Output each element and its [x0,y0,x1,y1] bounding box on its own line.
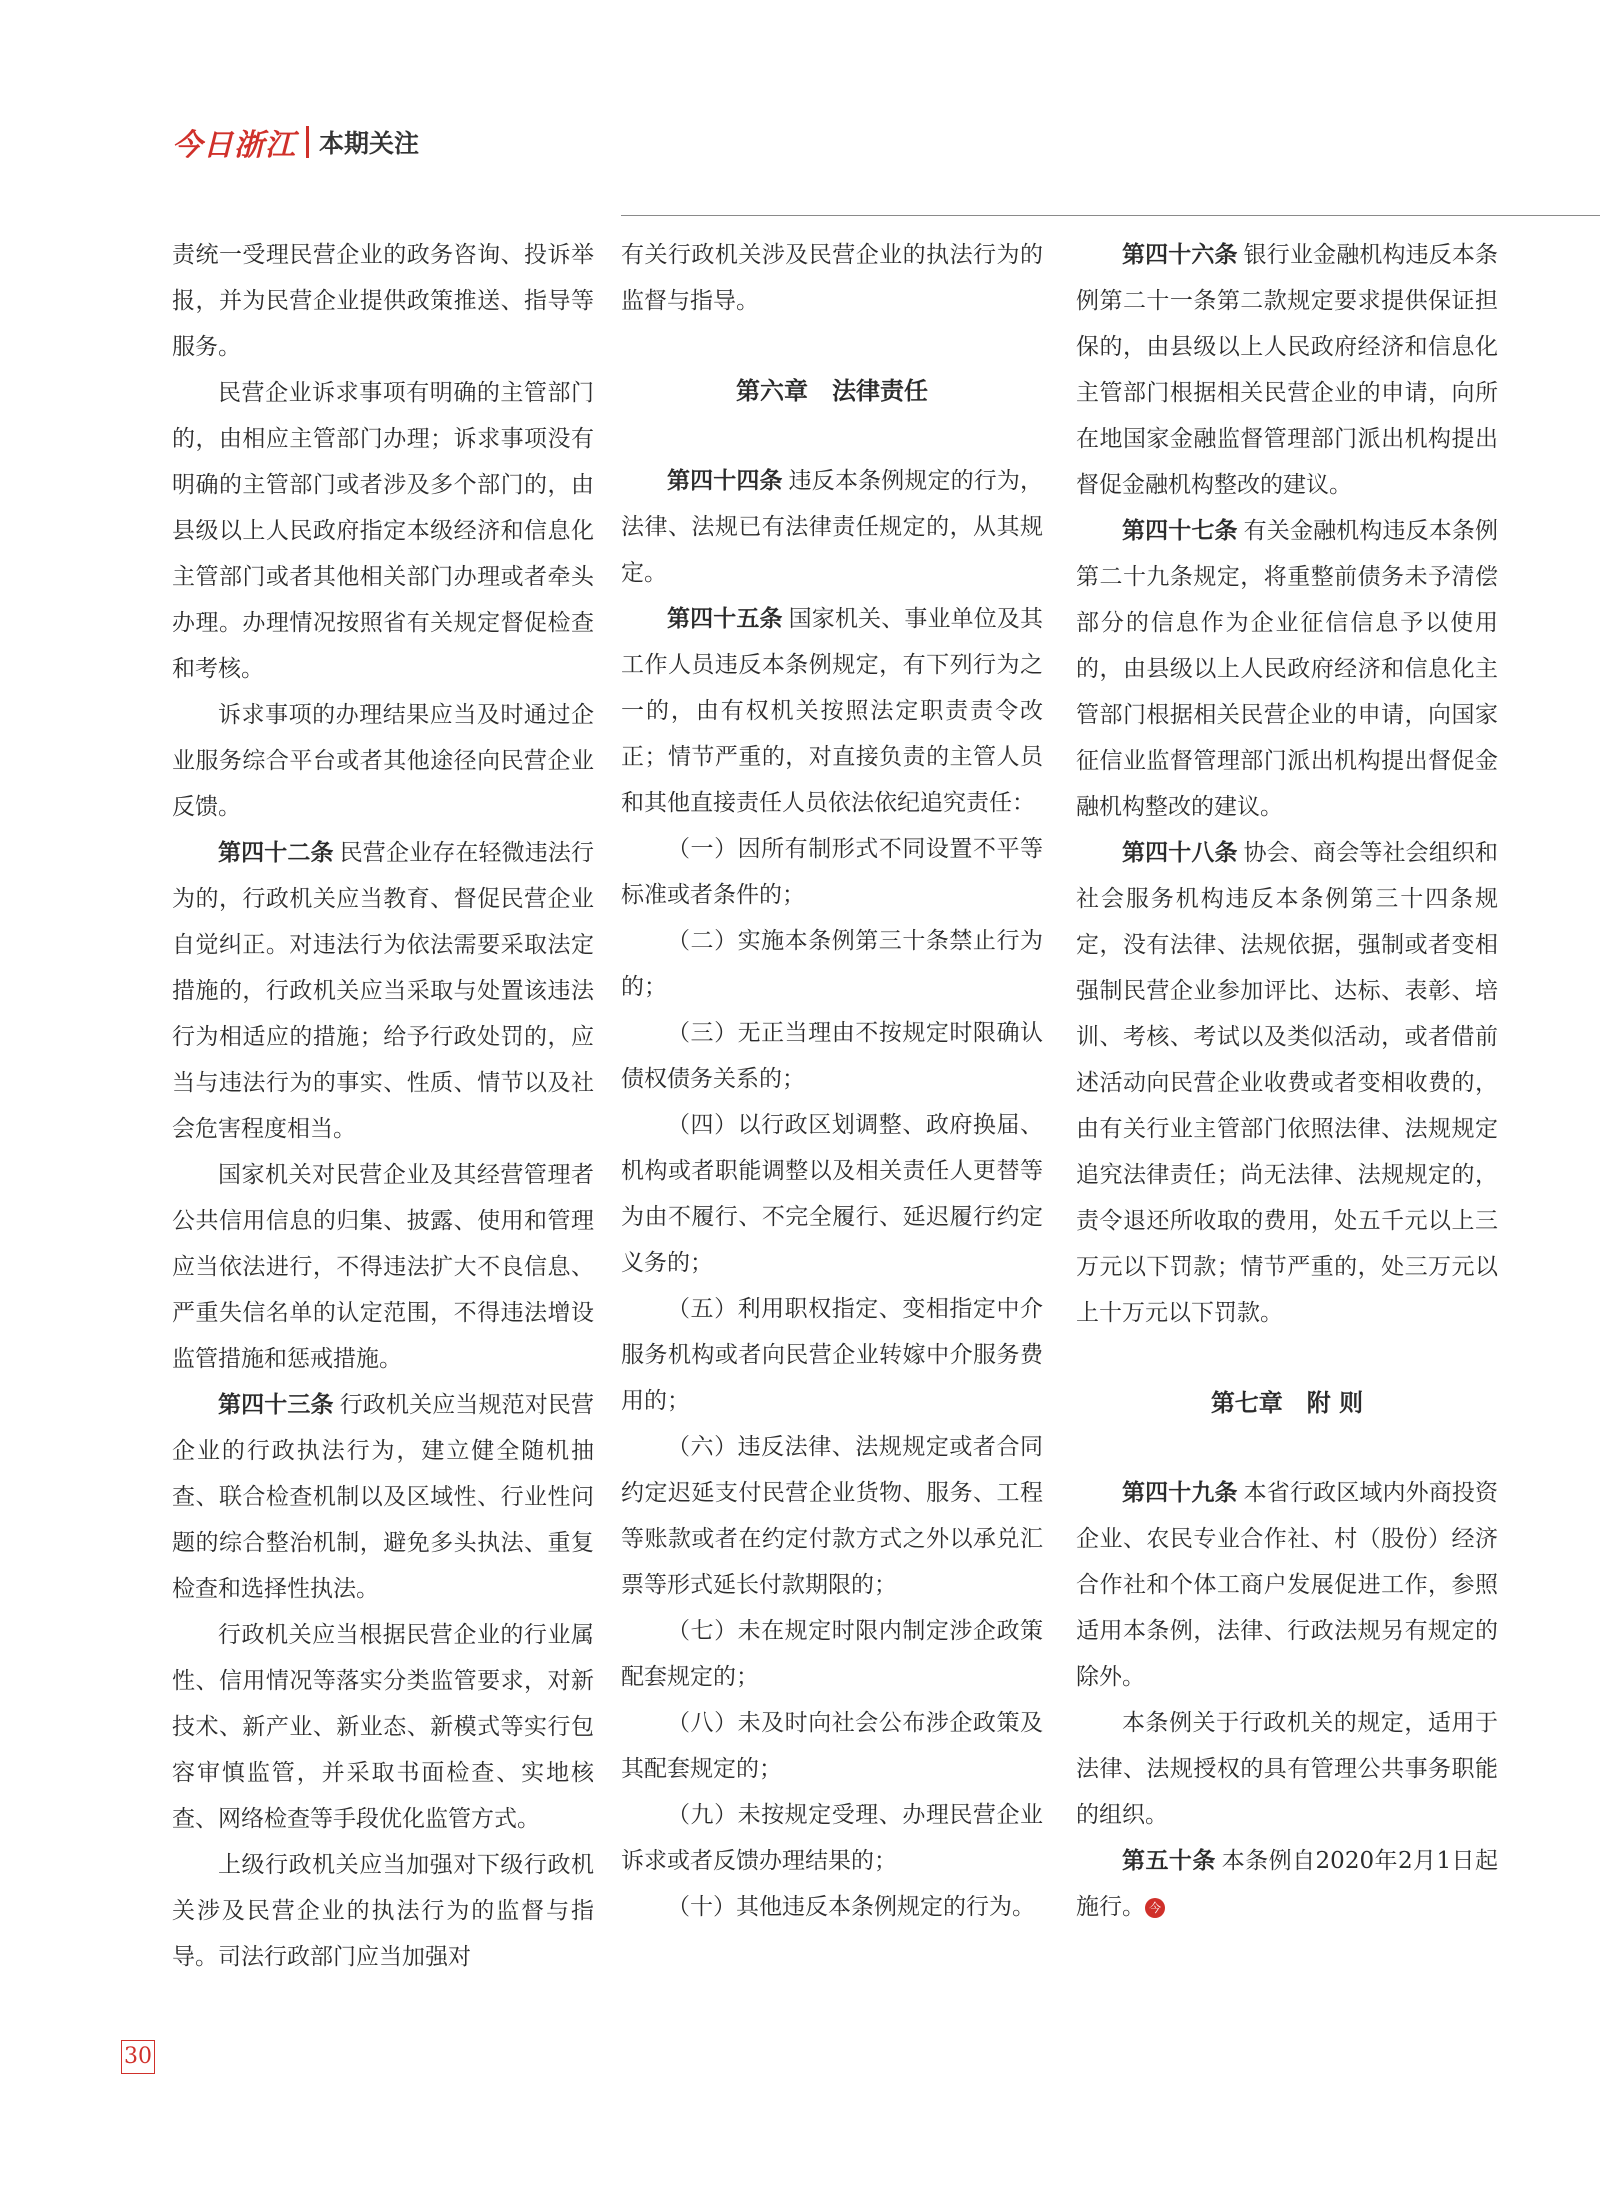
article-number: 第四十五条 [667,606,783,632]
paragraph: 诉求事项的办理结果应当及时通过企业服务综合平台或者其他途径向民营企业反馈。 [172,702,594,820]
section-title: 本期关注 [319,129,420,158]
article-number: 第五十条 [1122,1848,1216,1874]
article-text: 本省行政区域内外商投资企业、农民专业合作社、村（股份）经济合作社和个体工商户发展促进工作，参照适用本条例，法律、行政法规另有规定的除外。 [1076,1480,1499,1690]
article-paragraph [621,596,1043,826]
article-text: 国家机关、事业单位及其工作人员违反本条例规定，有下列行为之一的，由有权机关按照法定职责责令改正；情节严重的，对直接负责的主管人员和其他直接责任人员依法依纪追究责任： [621,606,1044,816]
article-text: 行政机关应当规范对民营企业的行政执法行为，建立健全随机抽查、联合检查机制以及区域性、行业性问题的综合整治机制，避免多头执法、重复检查和选择性执法。 [172,1392,595,1602]
article-number: 第四十三条 [218,1392,334,1418]
paragraph: 民营企业诉求事项有明确的主管部门的，由相应主管部门办理；诉求事项没有明确的主管部门或者涉及多个部门的，由县级以上人民政府指定本级经济和信息化主管部门或者其他相关部门办理或者牵头办理。办理情况按照省有关规定督促检查和考核。 [172,380,594,682]
article-paragraph [1076,830,1498,1336]
paragraph: （七）未在规定时限内制定涉企政策配套规定的； [621,1618,1043,1690]
paragraph: 行政机关应当根据民营企业的行业属性、信用情况等落实分类监管要求，对新技术、新产业、新业态、新模式等实行包容审慎监管，并采取书面检查、实地核查、网络检查等手段优化监管方式。 [172,1622,594,1832]
paragraph: 责统一受理民营企业的政务咨询、投诉举报，并为民营企业提供政策推送、指导等服务。 [172,242,594,360]
paragraph: 国家机关对民营企业及其经营管理者公共信用信息的归集、披露、使用和管理应当依法进行，不得违法扩大不良信息、严重失信名单的认定范围，不得违法增设监管措施和惩戒措施。 [172,1162,594,1372]
article-number: 第四十四条 [667,468,783,494]
paragraph: （一）因所有制形式不同设置不平等标准或者条件的； [621,836,1043,908]
paragraph: （九）未按规定受理、办理民营企业诉求或者反馈办理结果的； [621,1802,1043,1874]
paragraph: （二）实施本条例第三十条禁止行为的； [621,928,1043,1000]
paragraph: （十）其他违反本条例规定的行为。 [667,1894,1035,1920]
column-1 [172,232,594,1980]
chapter-heading: 第七章 附 则 [1210,1389,1364,1417]
article-paragraph [1076,232,1498,508]
paragraph: （三）无正当理由不按规定时限确认债权债务关系的； [621,1020,1043,1092]
article-text: 违反本条例规定的行为，法律、法规已有法律责任规定的，从其规定。 [621,468,1044,586]
article-text: 银行业金融机构违反本条例第二十一条第二款规定要求提供保证担保的，由县级以上人民政府经济和信息化主管部门根据相关民营企业的申请，向所在地国家金融监督管理部门派出机构提出督促金融机构整改的建议。 [1076,242,1499,498]
chapter-heading: 第六章 法律责任 [736,377,928,405]
article-text: 协会、商会等社会组织和社会服务机构违反本条例第三十四条规定，没有法律、法规依据，强制或者变相强制民营企业参加评比、达标、表彰、培训、考核、考试以及类似活动，或者借前述活动向民营企业收费或者变相收费的，由有关行业主管部门依照法律、法规规定追究法律责任；尚无法律、法规规定的，责令退还所收取的费用，处五千元以上三万元以下罚款；情节严重的，处三万元以上十万元以下罚款。 [1076,840,1499,1326]
top-rule [621,215,1600,216]
paragraph: （五）利用职权指定、变相指定中介服务机构或者向民营企业转嫁中介服务费用的； [621,1296,1043,1414]
article-paragraph [1076,1470,1498,1700]
magazine-logo: 今日浙江 [172,128,296,163]
page-header [172,122,419,162]
article-paragraph [1076,1838,1498,1930]
paragraph: 本条例关于行政机关的规定，适用于法律、法规授权的具有管理公共事务职能的组织。 [1076,1710,1498,1828]
article-text: 有关金融机构违反本条例第二十九条规定，将重整前债务未予清偿部分的信息作为企业征信信息予以使用的，由县级以上人民政府经济和信息化主管部门根据相关民营企业的申请，向国家征信业监督管理部门派出机构提出督促金融机构整改的建议。 [1076,518,1499,820]
article-paragraph [172,1382,594,1612]
article-paragraph [172,830,594,1152]
column-2 [621,232,1043,1930]
paragraph: 有关行政机关涉及民营企业的执法行为的监督与指导。 [621,242,1043,314]
paragraph: 上级行政机关应当加强对下级行政机关涉及民营企业的执法行为的监督与指导。司法行政部门应当加强对 [172,1852,594,1970]
article-text: 民营企业存在轻微违法行为的，行政机关应当教育、督促民营企业自觉纠正。对违法行为依法需要采取法定措施的，行政机关应当采取与处置该违法行为相适应的措施；给予行政处罚的，应当与违法行为的事实、性质、情节以及社会危害程度相当。 [172,840,595,1142]
end-mark-icon: 今 [1145,1898,1165,1918]
article-number: 第四十七条 [1122,518,1238,544]
article-paragraph [1076,508,1498,830]
article-number: 第四十六条 [1122,242,1238,268]
header-divider [306,126,309,158]
page-number: 30 [121,2040,155,2074]
article-text: 本条例自2020年2月1日起施行。 [1076,1848,1499,1920]
paragraph: （四）以行政区划调整、政府换届、机构或者职能调整以及相关责任人更替等为由不履行、不完全履行、延迟履行约定义务的； [621,1112,1043,1276]
article-paragraph [621,458,1043,596]
article-number: 第四十二条 [218,840,334,866]
column-3 [1076,232,1498,1930]
paragraph: （八）未及时向社会公布涉企政策及其配套规定的； [621,1710,1043,1782]
paragraph: （六）违反法律、法规规定或者合同约定迟延支付民营企业货物、服务、工程等账款或者在约定付款方式之外以承兑汇票等形式延长付款期限的； [621,1434,1043,1598]
article-number: 第四十九条 [1122,1480,1238,1506]
article-number: 第四十八条 [1122,840,1238,866]
